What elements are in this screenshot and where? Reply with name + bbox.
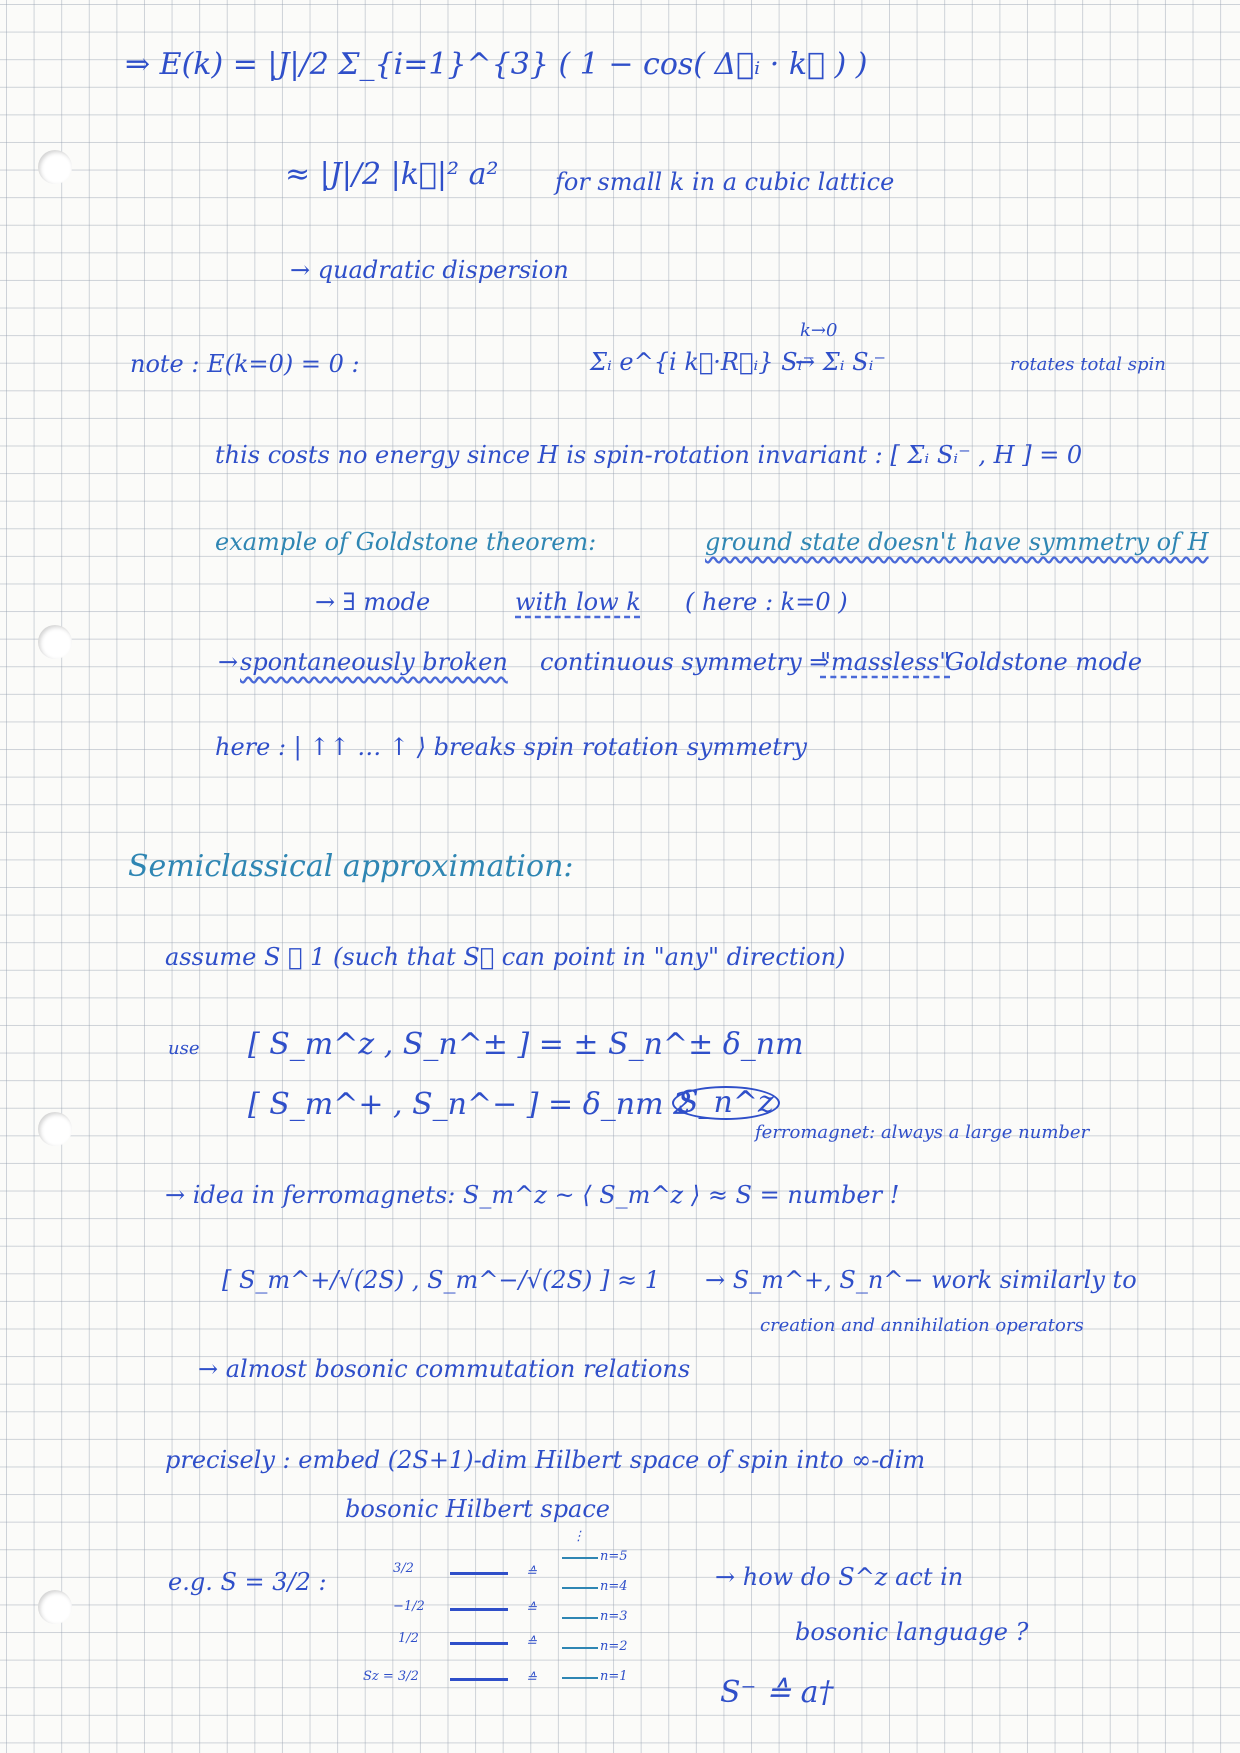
massless-label: "massless" (820, 648, 951, 676)
spin-level-line (450, 1572, 508, 1575)
semiclassical-heading: Semiclassical approximation: (128, 849, 574, 884)
zero-energy-note: note : E(k=0) = 0 : (130, 350, 360, 378)
spin-level-line (450, 1642, 508, 1645)
boson-level-dots: ⋮ (572, 1529, 585, 1544)
boson-level-label: n=2 (600, 1639, 628, 1654)
correspondence-sign: ≙ (526, 1565, 537, 1580)
spin-rotation-breaking-note: here : | ↑↑ … ↑ ⟩ breaks spin rotation symmetry (215, 733, 807, 761)
creation-annihilation-note: creation and annihilation operators (760, 1315, 1084, 1336)
no-energy-cost-line: this costs no energy since H is spin-rotation invariant : [ Σᵢ Sᵢ⁻ , H ] = 0 (215, 441, 1083, 469)
small-k-approximation: ≈ |J|/2 |k⃗|² a² (285, 157, 499, 192)
here-k-zero-note: ( here : k=0 ) (685, 588, 848, 616)
goldstone-theorem-title: example of Goldstone theorem: (215, 528, 597, 556)
spin-sum-phase: Σᵢ e^{i k⃗·R⃗ᵢ} Sᵢ⁻ (590, 348, 816, 376)
broken-symmetry-arrow: → (218, 648, 239, 676)
punch-hole-1 (38, 150, 72, 184)
circled-sz: S_n^z (672, 1086, 780, 1120)
hilbert-embedding-note: precisely : embed (2S+1)-dim Hilbert space of spin into ∞-dim (165, 1446, 926, 1474)
energy-dispersion-formula: ⇒ E(k) = |J|/2 Σ_{i=1}^{3} ( 1 − cos( Δ⃗ᵢ · k⃗ ) ) (125, 47, 868, 82)
boson-level-label: n=1 (600, 1669, 628, 1684)
ground-state-symmetry-note: ground state doesn't have symmetry of H (705, 528, 1209, 556)
spin-level-label: 3/2 (393, 1561, 414, 1576)
boson-level-label: n=5 (600, 1549, 628, 1564)
large-spin-assumption: assume S ≫ 1 (such that S⃗ can point in "any" direction) (165, 943, 846, 971)
spin-commutator-plus-minus: [ S_m^+ , S_n^− ] = δ_nm 2 (248, 1087, 693, 1122)
spontaneously-broken-label: spontaneously broken (240, 648, 508, 676)
continuous-symmetry-label: continuous symmetry ⇒ (540, 648, 830, 676)
spin-level-line (450, 1608, 508, 1611)
boson-level-line (562, 1587, 598, 1589)
punch-hole-2 (38, 625, 72, 659)
lowering-creation-correspondence: S⁻ ≙ a† (720, 1675, 834, 1710)
mode-exists-note: → ∃ mode (315, 588, 431, 616)
spin-three-halves-example: e.g. S = 3/2 : (168, 1568, 327, 1596)
ladder-operator-note: → S_m^+, S_n^− work similarly to (705, 1266, 1137, 1294)
correspondence-sign: ≙ (526, 1601, 537, 1616)
bosonic-language-question: bosonic language ? (795, 1618, 1029, 1646)
punch-hole-3 (38, 1112, 72, 1146)
boson-level-label: n=4 (600, 1579, 628, 1594)
spin-level-label: −1/2 (393, 1599, 425, 1614)
k-limit-label: k→0 (800, 320, 838, 341)
normalized-commutator: [ S_m^+/√(2S) , S_m^−/√(2S) ] ≈ 1 (222, 1266, 660, 1294)
boson-level-line (562, 1617, 598, 1619)
boson-level-label: n=3 (600, 1609, 628, 1624)
punch-hole-4 (38, 1590, 72, 1624)
spin-level-label: Sz = 3/2 (363, 1669, 419, 1684)
spin-level-line (450, 1678, 508, 1681)
boson-level-line (562, 1677, 598, 1679)
ferromagnet-idea: → idea in ferromagnets: S_m^z ~ ⟨ S_m^z ⟩ ≈ S = number ! (165, 1181, 900, 1209)
rotates-total-spin-label: rotates total spin (1010, 354, 1166, 375)
spin-commutator-z: [ S_m^z , S_n^± ] = ± S_n^± δ_nm (248, 1027, 804, 1062)
boson-level-line (562, 1647, 598, 1649)
spin-level-label: 1/2 (398, 1631, 419, 1646)
correspondence-sign: ≙ (526, 1671, 537, 1686)
bosonic-hilbert-space-note: bosonic Hilbert space (345, 1495, 611, 1523)
use-label: use (168, 1038, 200, 1059)
bosonic-relations-note: → almost bosonic commutation relations (198, 1355, 691, 1383)
bosonic-action-question: → how do S^z act in (715, 1563, 964, 1591)
boson-level-line (562, 1557, 598, 1559)
goldstone-mode-label: Goldstone mode (945, 648, 1143, 676)
small-k-condition: for small k in a cubic lattice (555, 168, 895, 196)
ferromagnet-large-number-note: ferromagnet: always a large number (755, 1122, 1090, 1143)
total-spin-lowering: → Σᵢ Sᵢ⁻ (795, 348, 887, 376)
quadratic-dispersion-note: → quadratic dispersion (290, 256, 569, 284)
correspondence-sign: ≙ (526, 1635, 537, 1650)
low-k-note: with low k (515, 588, 641, 616)
